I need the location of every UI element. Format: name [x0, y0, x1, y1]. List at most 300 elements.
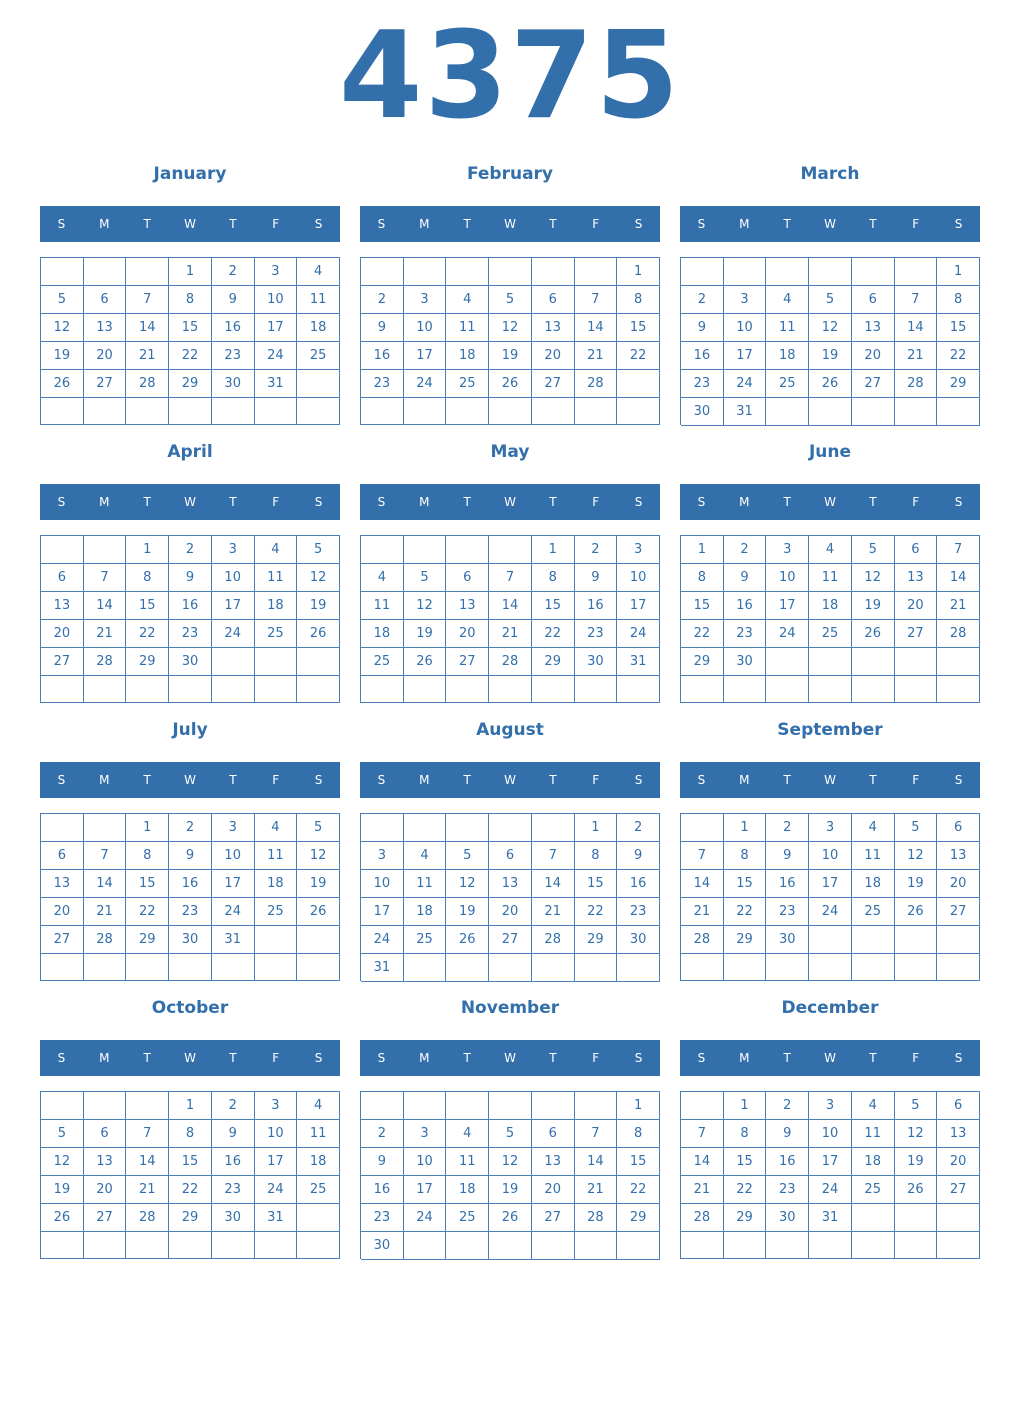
day-cell: 18 — [255, 870, 298, 898]
empty-day-cell — [575, 954, 618, 982]
empty-day-cell — [126, 1092, 169, 1120]
empty-day-cell — [361, 536, 404, 564]
empty-day-cell — [937, 954, 980, 981]
empty-day-cell — [212, 648, 255, 676]
weekday-label: F — [912, 217, 920, 231]
day-grid — [40, 257, 340, 425]
weekday-label: S — [954, 217, 963, 231]
day-cell: 16 — [617, 870, 660, 898]
weekday-label: S — [314, 773, 323, 787]
empty-day-cell — [212, 398, 255, 425]
day-cell: 6 — [532, 1120, 575, 1148]
day-cell: 24 — [809, 1176, 852, 1204]
empty-day-cell — [126, 258, 169, 286]
weekday-label: T — [869, 217, 877, 231]
day-cell: 19 — [446, 898, 489, 926]
day-cell: 4 — [255, 814, 298, 842]
empty-day-cell — [852, 1204, 895, 1232]
day-cell: 10 — [766, 564, 809, 592]
empty-day-cell — [895, 954, 938, 981]
empty-day-cell — [681, 814, 724, 842]
weekday-label: F — [592, 773, 600, 787]
empty-day-cell — [84, 398, 127, 425]
weekday-header — [680, 1040, 980, 1076]
day-cell: 16 — [169, 870, 212, 898]
day-cell: 28 — [126, 1204, 169, 1232]
weekday-label: T — [143, 773, 151, 787]
empty-day-cell — [681, 676, 724, 703]
day-cell: 19 — [895, 870, 938, 898]
day-cell: 14 — [681, 870, 724, 898]
year-title: 4375 — [339, 7, 681, 146]
weekday-header — [360, 762, 660, 798]
empty-day-cell — [724, 954, 767, 981]
empty-day-cell — [809, 648, 852, 676]
empty-day-cell — [297, 1204, 340, 1232]
day-cell: 31 — [212, 926, 255, 954]
day-cell: 11 — [361, 592, 404, 620]
day-cell: 28 — [575, 370, 618, 398]
day-cell: 14 — [126, 1148, 169, 1176]
day-cell: 2 — [361, 286, 404, 314]
empty-day-cell — [937, 1204, 980, 1232]
day-cell: 21 — [126, 1176, 169, 1204]
day-cell: 25 — [255, 898, 298, 926]
weekday-label: T — [463, 773, 471, 787]
day-cell: 3 — [255, 1092, 298, 1120]
month-name: December — [781, 998, 879, 1018]
day-cell: 9 — [724, 564, 767, 592]
day-cell: 22 — [617, 342, 660, 370]
day-cell: 13 — [489, 870, 532, 898]
day-cell: 13 — [84, 314, 127, 342]
day-cell: 27 — [937, 1176, 980, 1204]
day-cell: 15 — [724, 1148, 767, 1176]
empty-day-cell — [809, 676, 852, 703]
empty-day-cell — [84, 814, 127, 842]
day-cell: 24 — [404, 1204, 447, 1232]
day-cell: 31 — [724, 398, 767, 426]
day-cell: 30 — [212, 370, 255, 398]
weekday-label: M — [739, 495, 750, 509]
empty-day-cell — [41, 1232, 84, 1259]
month-name: February — [466, 164, 554, 184]
day-cell: 6 — [41, 564, 84, 592]
empty-day-cell — [681, 1092, 724, 1120]
day-cell: 21 — [681, 1176, 724, 1204]
weekday-label: F — [272, 495, 280, 509]
empty-day-cell — [297, 926, 340, 954]
day-cell: 27 — [489, 926, 532, 954]
day-cell: 28 — [84, 648, 127, 676]
weekday-label: W — [824, 217, 836, 231]
day-cell: 17 — [361, 898, 404, 926]
weekday-label: T — [783, 217, 791, 231]
day-cell: 29 — [126, 926, 169, 954]
day-cell: 11 — [852, 1120, 895, 1148]
day-cell: 10 — [617, 564, 660, 592]
day-cell: 11 — [446, 1148, 489, 1176]
empty-day-cell — [724, 676, 767, 703]
day-cell: 21 — [84, 898, 127, 926]
day-cell: 8 — [937, 286, 980, 314]
weekday-label: T — [463, 1051, 471, 1065]
day-cell: 15 — [724, 870, 767, 898]
empty-day-cell — [852, 258, 895, 286]
day-cell: 15 — [937, 314, 980, 342]
day-cell: 17 — [255, 1148, 298, 1176]
empty-day-cell — [404, 1232, 447, 1260]
day-cell: 13 — [937, 1120, 980, 1148]
day-grid — [680, 813, 980, 981]
day-cell: 20 — [84, 342, 127, 370]
day-cell: 23 — [766, 1176, 809, 1204]
day-cell: 31 — [255, 370, 298, 398]
empty-day-cell — [489, 954, 532, 982]
weekday-label: S — [954, 1051, 963, 1065]
weekday-label: S — [634, 495, 643, 509]
weekday-label: M — [99, 217, 110, 231]
empty-day-cell — [169, 676, 212, 703]
day-cell: 1 — [169, 258, 212, 286]
weekday-label: W — [504, 773, 516, 787]
weekday-label: W — [184, 773, 196, 787]
empty-day-cell — [895, 258, 938, 286]
day-cell: 22 — [169, 1176, 212, 1204]
day-cell: 22 — [126, 620, 169, 648]
empty-day-cell — [84, 954, 127, 981]
day-cell: 18 — [766, 342, 809, 370]
empty-day-cell — [41, 258, 84, 286]
day-cell: 14 — [126, 314, 169, 342]
day-cell: 9 — [212, 286, 255, 314]
day-cell: 16 — [724, 592, 767, 620]
day-cell: 20 — [937, 870, 980, 898]
empty-day-cell — [41, 536, 84, 564]
day-cell: 21 — [126, 342, 169, 370]
day-cell: 1 — [937, 258, 980, 286]
day-cell: 28 — [489, 648, 532, 676]
weekday-label: S — [954, 773, 963, 787]
day-cell: 12 — [489, 1148, 532, 1176]
day-cell: 24 — [255, 342, 298, 370]
empty-day-cell — [489, 1092, 532, 1120]
day-cell: 29 — [126, 648, 169, 676]
day-cell: 17 — [809, 870, 852, 898]
empty-day-cell — [617, 1232, 660, 1260]
day-cell: 8 — [575, 842, 618, 870]
empty-day-cell — [489, 398, 532, 425]
day-cell: 27 — [41, 648, 84, 676]
day-cell: 5 — [852, 536, 895, 564]
day-grid — [680, 1091, 980, 1259]
weekday-label: W — [504, 217, 516, 231]
day-cell: 4 — [255, 536, 298, 564]
empty-day-cell — [681, 258, 724, 286]
day-cell: 8 — [126, 842, 169, 870]
day-cell: 6 — [41, 842, 84, 870]
day-cell: 29 — [724, 1204, 767, 1232]
empty-day-cell — [895, 1204, 938, 1232]
empty-day-cell — [404, 258, 447, 286]
weekday-label: F — [912, 1051, 920, 1065]
day-cell: 1 — [532, 536, 575, 564]
day-cell: 17 — [766, 592, 809, 620]
weekday-label: T — [143, 217, 151, 231]
day-cell: 31 — [617, 648, 660, 676]
day-cell: 14 — [575, 1148, 618, 1176]
empty-day-cell — [809, 954, 852, 981]
empty-day-cell — [361, 398, 404, 425]
day-cell: 17 — [404, 342, 447, 370]
day-cell: 4 — [852, 1092, 895, 1120]
day-cell: 15 — [617, 314, 660, 342]
day-cell: 6 — [84, 286, 127, 314]
empty-day-cell — [446, 258, 489, 286]
day-cell: 24 — [809, 898, 852, 926]
weekday-label: M — [419, 495, 430, 509]
weekday-label: T — [549, 773, 557, 787]
day-cell: 26 — [489, 370, 532, 398]
day-cell: 1 — [126, 536, 169, 564]
weekday-header — [680, 484, 980, 520]
day-cell: 12 — [895, 1120, 938, 1148]
day-cell: 12 — [895, 842, 938, 870]
day-cell: 12 — [489, 314, 532, 342]
day-cell: 21 — [895, 342, 938, 370]
day-cell: 27 — [937, 898, 980, 926]
weekday-label: T — [229, 495, 237, 509]
day-cell: 11 — [255, 564, 298, 592]
day-grid — [360, 257, 660, 425]
day-cell: 22 — [532, 620, 575, 648]
weekday-label: T — [549, 495, 557, 509]
day-cell: 6 — [852, 286, 895, 314]
day-grid — [360, 535, 660, 703]
weekday-header — [680, 206, 980, 242]
day-cell: 7 — [532, 842, 575, 870]
day-cell: 16 — [766, 870, 809, 898]
day-cell: 29 — [169, 370, 212, 398]
day-cell: 14 — [489, 592, 532, 620]
empty-day-cell — [404, 676, 447, 703]
day-cell: 6 — [937, 1092, 980, 1120]
day-cell: 17 — [809, 1148, 852, 1176]
day-cell: 20 — [84, 1176, 127, 1204]
month-name: November — [460, 998, 560, 1018]
weekday-label: S — [57, 217, 66, 231]
day-cell: 15 — [169, 1148, 212, 1176]
empty-day-cell — [937, 398, 980, 426]
empty-day-cell — [809, 1232, 852, 1259]
day-cell: 7 — [681, 1120, 724, 1148]
empty-day-cell — [446, 814, 489, 842]
weekday-label: F — [592, 495, 600, 509]
day-cell: 26 — [41, 370, 84, 398]
day-cell: 7 — [126, 1120, 169, 1148]
weekday-label: F — [272, 217, 280, 231]
day-cell: 21 — [937, 592, 980, 620]
empty-day-cell — [489, 258, 532, 286]
empty-day-cell — [617, 954, 660, 982]
empty-day-cell — [297, 370, 340, 398]
empty-day-cell — [852, 676, 895, 703]
day-cell: 29 — [681, 648, 724, 676]
empty-day-cell — [255, 398, 298, 425]
day-cell: 19 — [404, 620, 447, 648]
day-cell: 28 — [126, 370, 169, 398]
month-november — [360, 993, 660, 1263]
empty-day-cell — [937, 926, 980, 954]
day-cell: 9 — [361, 314, 404, 342]
weekday-label: W — [824, 773, 836, 787]
empty-day-cell — [766, 258, 809, 286]
day-cell: 6 — [937, 814, 980, 842]
month-name: October — [151, 998, 229, 1018]
weekday-label: T — [549, 1051, 557, 1065]
month-name: January — [153, 164, 227, 184]
day-cell: 7 — [895, 286, 938, 314]
day-cell: 20 — [852, 342, 895, 370]
empty-day-cell — [617, 398, 660, 425]
day-cell: 2 — [361, 1120, 404, 1148]
day-cell: 20 — [937, 1148, 980, 1176]
day-cell: 22 — [169, 342, 212, 370]
day-cell: 19 — [41, 1176, 84, 1204]
day-cell: 3 — [617, 536, 660, 564]
empty-day-cell — [84, 676, 127, 703]
day-cell: 30 — [212, 1204, 255, 1232]
day-cell: 8 — [617, 1120, 660, 1148]
weekday-header — [360, 1040, 660, 1076]
day-cell: 8 — [724, 1120, 767, 1148]
day-cell: 16 — [169, 592, 212, 620]
empty-day-cell — [895, 676, 938, 703]
day-cell: 1 — [169, 1092, 212, 1120]
day-cell: 4 — [852, 814, 895, 842]
day-cell: 2 — [766, 1092, 809, 1120]
day-cell: 11 — [766, 314, 809, 342]
day-cell: 10 — [724, 314, 767, 342]
weekday-label: F — [912, 495, 920, 509]
month-name: May — [490, 442, 530, 462]
day-cell: 8 — [681, 564, 724, 592]
weekday-label: T — [549, 217, 557, 231]
empty-day-cell — [766, 1232, 809, 1259]
month-march — [680, 159, 980, 429]
day-cell: 29 — [937, 370, 980, 398]
empty-day-cell — [212, 676, 255, 703]
empty-day-cell — [489, 676, 532, 703]
weekday-label: M — [739, 773, 750, 787]
empty-day-cell — [532, 954, 575, 982]
day-cell: 18 — [446, 342, 489, 370]
day-cell: 29 — [532, 648, 575, 676]
day-cell: 29 — [575, 926, 618, 954]
day-cell: 22 — [126, 898, 169, 926]
empty-day-cell — [126, 1232, 169, 1259]
day-cell: 1 — [126, 814, 169, 842]
day-cell: 6 — [446, 564, 489, 592]
empty-day-cell — [532, 1232, 575, 1260]
day-cell: 25 — [852, 898, 895, 926]
day-cell: 21 — [575, 1176, 618, 1204]
day-cell: 18 — [297, 314, 340, 342]
day-cell: 18 — [852, 1148, 895, 1176]
day-cell: 22 — [724, 1176, 767, 1204]
empty-day-cell — [361, 1092, 404, 1120]
day-cell: 2 — [212, 258, 255, 286]
weekday-label: F — [272, 773, 280, 787]
weekday-label: S — [954, 495, 963, 509]
weekday-label: M — [739, 217, 750, 231]
day-cell: 7 — [126, 286, 169, 314]
day-cell: 17 — [212, 870, 255, 898]
day-grid — [360, 813, 660, 981]
day-cell: 13 — [532, 1148, 575, 1176]
day-cell: 8 — [724, 842, 767, 870]
day-cell: 30 — [724, 648, 767, 676]
day-cell: 5 — [895, 1092, 938, 1120]
weekday-label: F — [592, 217, 600, 231]
empty-day-cell — [41, 954, 84, 981]
day-cell: 17 — [724, 342, 767, 370]
empty-day-cell — [852, 398, 895, 426]
empty-day-cell — [532, 398, 575, 425]
empty-day-cell — [169, 1232, 212, 1259]
day-cell: 22 — [724, 898, 767, 926]
weekday-label: T — [229, 1051, 237, 1065]
day-grid — [40, 1091, 340, 1259]
day-cell: 26 — [41, 1204, 84, 1232]
empty-day-cell — [255, 926, 298, 954]
day-cell: 16 — [575, 592, 618, 620]
empty-day-cell — [766, 398, 809, 426]
day-cell: 29 — [169, 1204, 212, 1232]
weekday-label: T — [229, 773, 237, 787]
day-cell: 25 — [809, 620, 852, 648]
day-cell: 10 — [212, 564, 255, 592]
day-cell: 17 — [212, 592, 255, 620]
empty-day-cell — [809, 926, 852, 954]
day-cell: 26 — [404, 648, 447, 676]
empty-day-cell — [169, 954, 212, 981]
day-cell: 3 — [404, 1120, 447, 1148]
weekday-label: S — [57, 495, 66, 509]
weekday-header — [40, 1040, 340, 1076]
weekday-label: S — [314, 217, 323, 231]
day-cell: 10 — [361, 870, 404, 898]
weekday-label: S — [634, 1051, 643, 1065]
day-cell: 24 — [255, 1176, 298, 1204]
day-cell: 25 — [255, 620, 298, 648]
empty-day-cell — [126, 954, 169, 981]
empty-day-cell — [852, 648, 895, 676]
day-cell: 4 — [809, 536, 852, 564]
weekday-label: F — [912, 773, 920, 787]
day-cell: 19 — [297, 592, 340, 620]
day-cell: 5 — [404, 564, 447, 592]
weekday-label: S — [314, 1051, 323, 1065]
day-cell: 14 — [532, 870, 575, 898]
day-cell: 27 — [852, 370, 895, 398]
day-cell: 9 — [681, 314, 724, 342]
month-name: April — [167, 442, 213, 462]
day-cell: 20 — [41, 898, 84, 926]
day-cell: 24 — [617, 620, 660, 648]
month-name: June — [808, 442, 852, 462]
weekday-header — [680, 762, 980, 798]
